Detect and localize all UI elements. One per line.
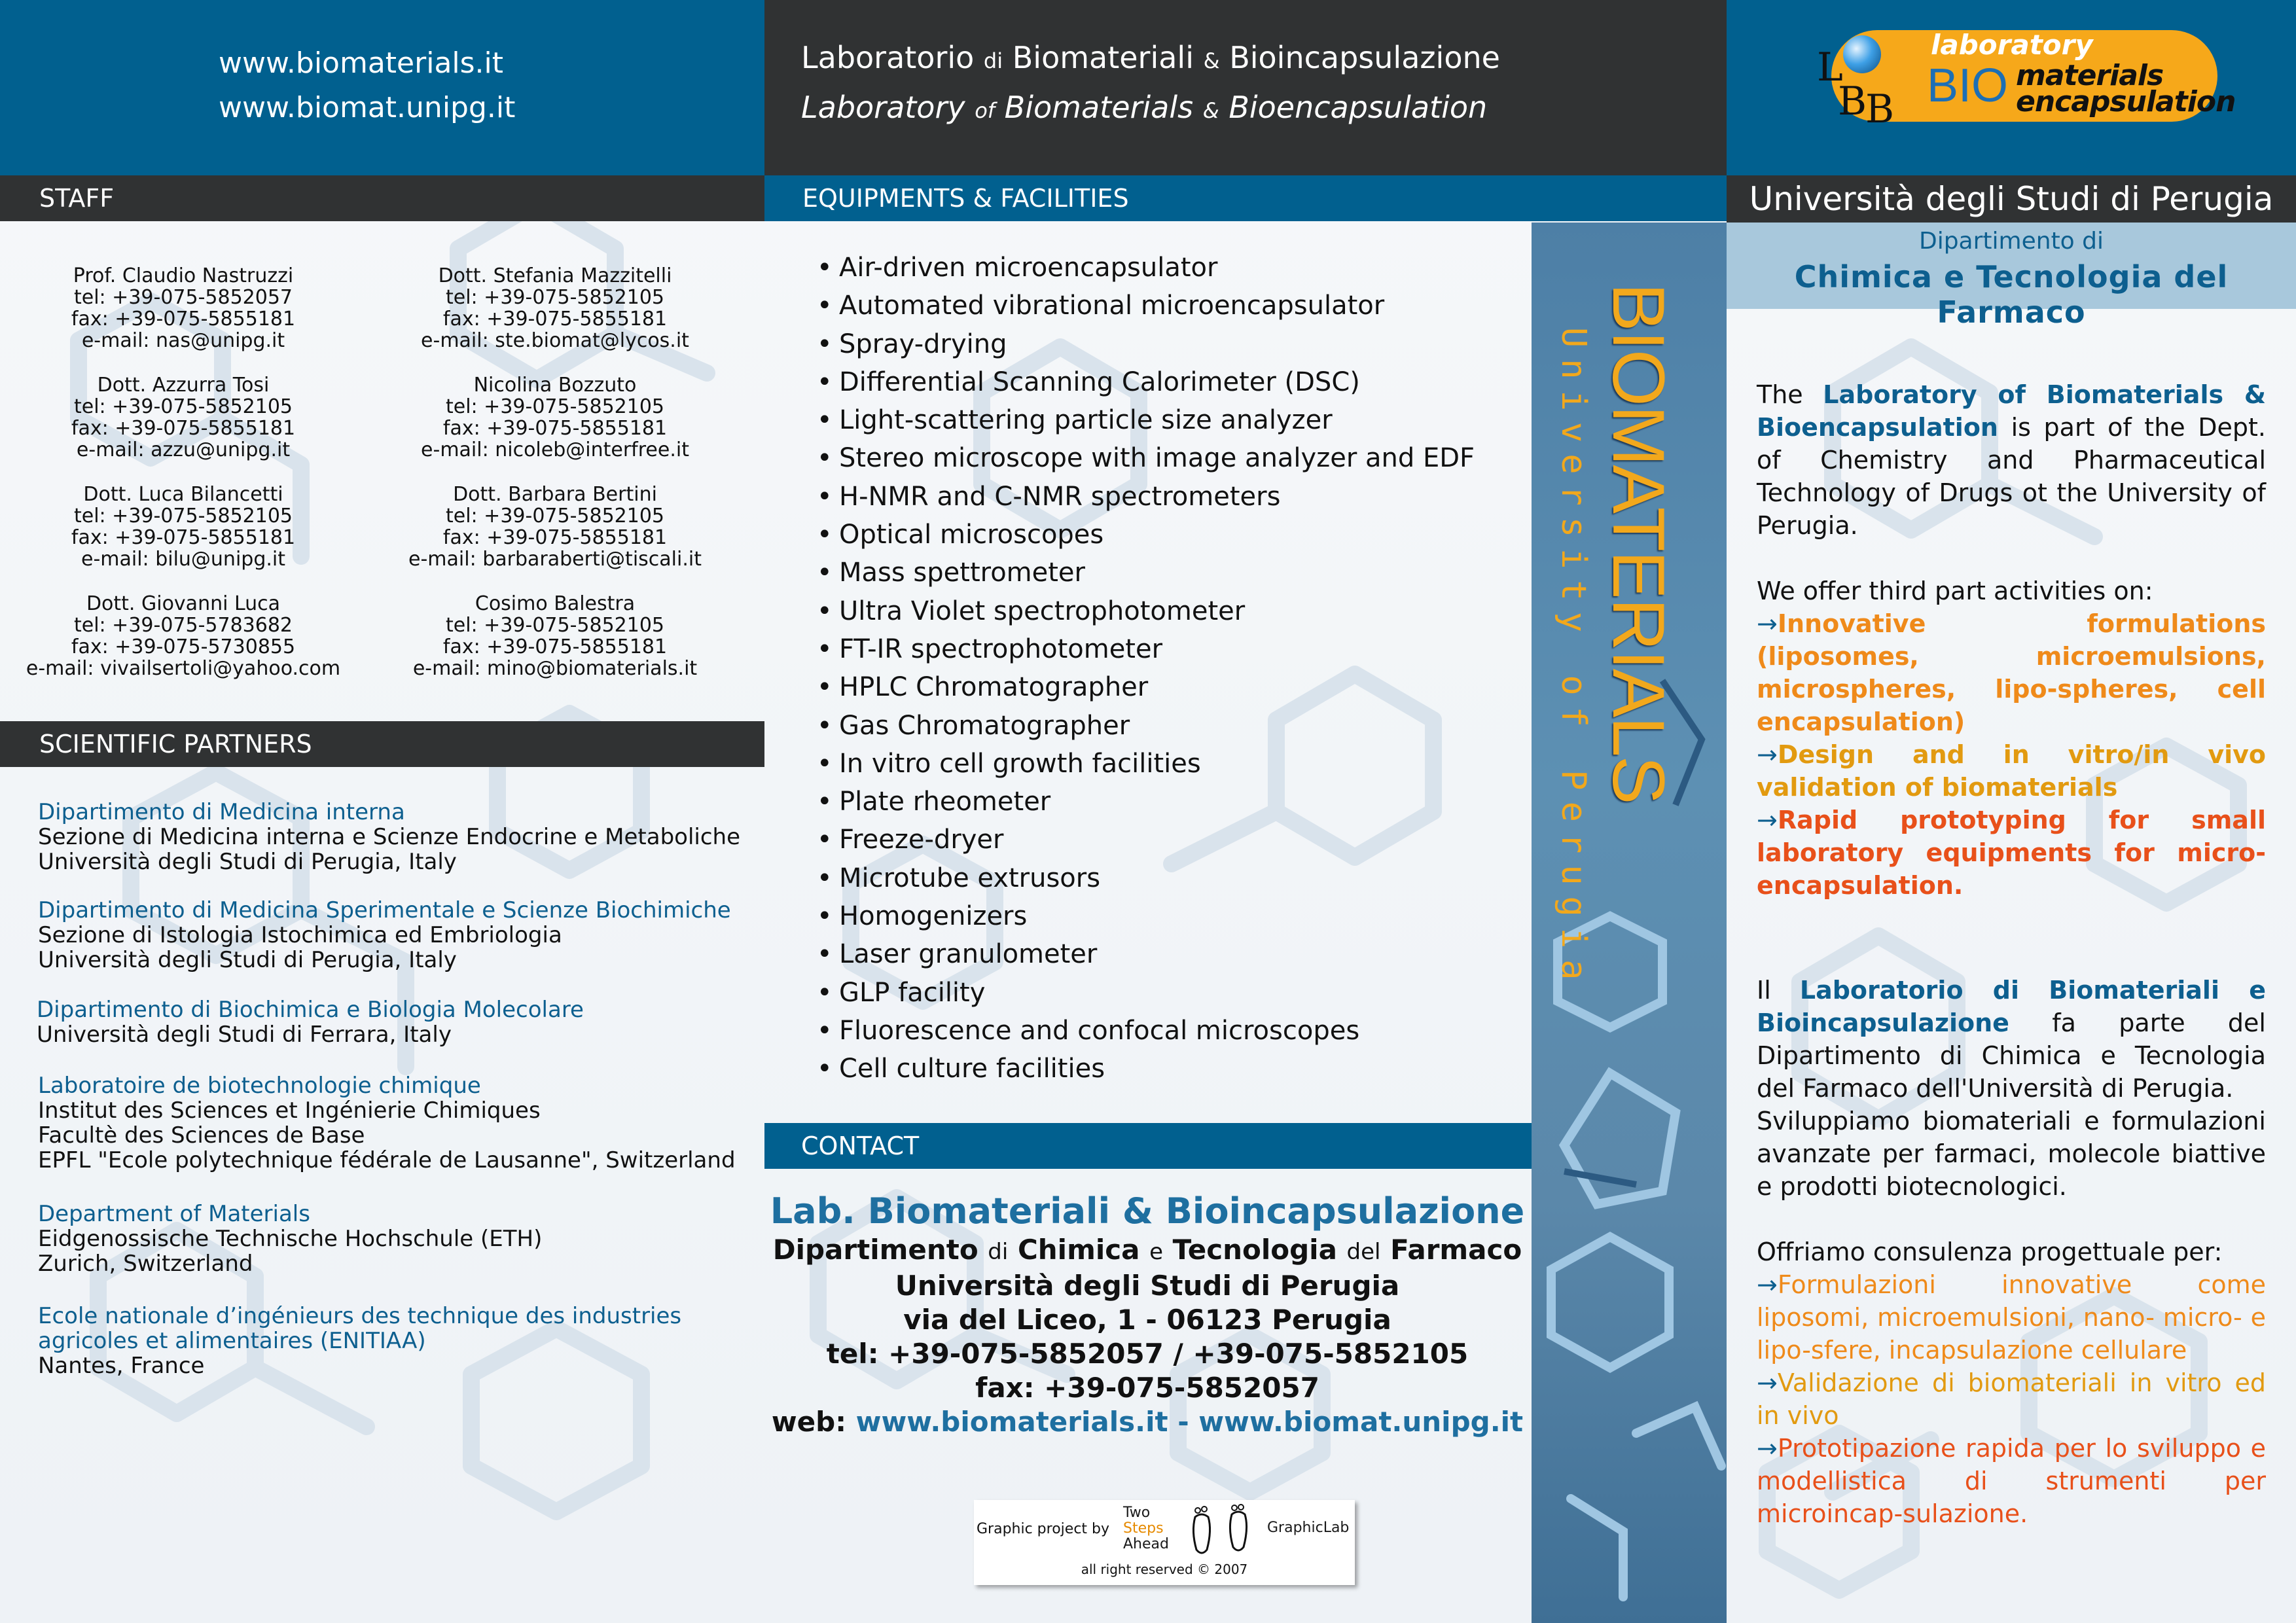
partner-line: Institut des Sciences et Ingénierie Chimiques	[38, 1097, 541, 1124]
title-english: Laboratory of Biomaterials & Bioencapsulation	[801, 90, 1488, 125]
equipment-list	[817, 249, 1530, 1088]
list-item: • Mass spettrometer	[817, 558, 1085, 588]
staff-tel: tel: +39-075-5783682	[73, 614, 293, 637]
staff-name: Dott. Luca Bilancetti	[83, 483, 283, 506]
university-bar: Università degli Studi di Perugia	[1727, 175, 2296, 223]
logo-letter-b1: B	[1838, 79, 1867, 124]
contact-lab-name: Lab. Biomateriali & Bioincapsulazione	[770, 1190, 1525, 1232]
italian-paragraph: Sviluppiamo biomateriali e formulazioni avanzate per farmaci, molecole biattive e prodotti biotecnologici.	[1757, 1107, 2266, 1201]
partner-line: Università degli Studi di Ferrara, Italy	[37, 1022, 452, 1048]
list-item: • Automated vibrational microencapsulator	[817, 291, 1385, 321]
list-item: • Stereo microscope with image analyzer and EDF	[817, 443, 1475, 474]
staff-name: Dott. Azzurra Tosi	[97, 374, 270, 397]
staff-tel: tel: +39-075-5852105	[445, 614, 665, 637]
right-column-text	[1757, 378, 2266, 1530]
list-item: • Light-scattering particle size analyzer	[817, 405, 1333, 436]
partner-entry	[37, 997, 757, 1047]
staff-tel: tel: +39-075-5852105	[445, 395, 665, 418]
logo-bio: BIO	[1927, 60, 2009, 112]
header-url-panel	[0, 0, 764, 175]
staff-email[interactable]: e-mail: bilu@unipg.it	[81, 548, 285, 571]
partner-line: EPFL "Ecole polytechnique fédérale de Lausanne", Switzerland	[38, 1147, 736, 1173]
list-item: • Fluorescence and confocal microscopes	[817, 1015, 1360, 1046]
partner-line: Zurich, Switzerland	[38, 1251, 253, 1277]
english-offer-item: →Rapid prototyping for small laboratory equipments for micro-encapsulation.	[1757, 806, 2266, 900]
staff-member	[0, 265, 367, 351]
partner-line: Facultè des Sciences de Base	[38, 1122, 365, 1149]
staff-name: Nicolina Bozzuto	[473, 374, 637, 397]
footprints-icon	[1182, 1504, 1267, 1560]
partner-entry	[38, 1202, 758, 1276]
list-item: • Spray-drying	[817, 329, 1007, 359]
section-header-partners: SCIENTIFIC PARTNERS	[0, 721, 764, 767]
staff-name: Dott. Giovanni Luca	[86, 592, 281, 615]
list-item: • Laser granulometer	[817, 939, 1098, 970]
contact-department: Dipartimento di Chimica e Tecnologia del Farmaco	[772, 1234, 1522, 1266]
italian-intro: Il Laboratorio di Biomateriali e Bioincapsulazione fa parte del Dipartimento di Chimica e Tecnologia del Farmaco dell'Università di Perugia.	[1757, 976, 2266, 1103]
list-item: • Optical microscopes	[817, 520, 1104, 550]
section-header-equipment: EQUIPMENTS & FACILITIES	[764, 175, 1727, 221]
partner-line: Nantes, France	[38, 1353, 205, 1379]
partner-entry	[38, 800, 758, 874]
contact-university: Università degli Studi di Perugia	[895, 1270, 1400, 1302]
band-biomaterials-title: BIOMATERIALS	[1598, 283, 1679, 804]
partner-line: Università degli Studi di Perugia, Italy	[38, 947, 457, 973]
department-name: Chimica e Tecnologia del Farmaco	[1794, 259, 2229, 330]
section-header-contact: CONTACT	[764, 1123, 1532, 1169]
staff-email[interactable]: e-mail: nicoleb@interfree.it	[421, 438, 689, 461]
partner-name: Dipartimento di Medicina interna	[38, 799, 405, 825]
list-item: • Gas Chromatographer	[817, 710, 1130, 741]
list-item: • Microtube extrusors	[817, 863, 1101, 893]
staff-name: Prof. Claudio Nastruzzi	[73, 264, 294, 287]
department-label: Dipartimento di	[1918, 228, 2104, 255]
contact-block	[764, 1190, 1530, 1439]
equipment-section	[817, 249, 1530, 1088]
partner-entry	[38, 1073, 758, 1173]
department-box	[1727, 223, 2296, 330]
staff-member	[372, 484, 738, 570]
logo-line1: materials	[2016, 59, 2164, 92]
list-item: • Ultra Violet spectrophotometer	[817, 596, 1246, 626]
graphic-credit-box	[974, 1500, 1355, 1585]
biomaterials-vertical-band	[1532, 223, 1727, 1623]
staff-name: Cosimo Balestra	[475, 592, 636, 615]
partner-line: Università degli Studi di Perugia, Italy	[38, 849, 457, 875]
list-item: • GLP facility	[817, 977, 986, 1008]
credit-two-steps-ahead: Two Steps Ahead	[1123, 1505, 1169, 1552]
english-offer-item: →Design and in vitro/in vivo validation of biomaterials	[1757, 740, 2266, 802]
contact-web: web: www.biomaterials.it - www.biomat.unipg.it	[771, 1406, 1524, 1438]
staff-fax: fax: +39-075-5855181	[71, 417, 296, 440]
list-item: • Homogenizers	[817, 901, 1028, 932]
staff-email[interactable]: e-mail: barbaraberti@tiscali.it	[408, 548, 702, 571]
italian-offer-label: Offriamo consulenza progettuale per:	[1757, 1238, 2223, 1266]
credit-project-label: Graphic project by	[977, 1521, 1110, 1537]
list-item: • HPLC Chromatographer	[817, 672, 1149, 703]
logo-letter-l: L	[1817, 45, 1843, 90]
staff-tel: tel: +39-075-5852105	[73, 505, 293, 527]
staff-member	[0, 484, 367, 570]
logo-line2: encapsulation	[2016, 85, 2236, 118]
contact-web-urls[interactable]: www.biomaterials.it - www.biomat.unipg.it	[855, 1406, 1524, 1438]
staff-member	[372, 265, 738, 351]
staff-member	[0, 593, 367, 679]
italian-offer-item: →Validazione di biomateriali in vitro ed in vivo	[1757, 1368, 2266, 1430]
staff-email[interactable]: e-mail: azzu@unipg.it	[76, 438, 291, 461]
partner-name: Department of Materials	[38, 1201, 310, 1227]
credit-rights: all right reserved © 2007	[1081, 1561, 1248, 1577]
logo-top-word: laboratory	[1931, 29, 2093, 61]
header-logo-panel	[1727, 0, 2296, 175]
staff-email[interactable]: e-mail: ste.biomat@lycos.it	[421, 329, 689, 352]
staff-tel: tel: +39-075-5852105	[73, 395, 293, 418]
list-item: • Air-driven microencapsulator	[817, 253, 1218, 283]
staff-email[interactable]: e-mail: mino@biomaterials.it	[412, 657, 698, 680]
logo-sphere-icon	[1843, 35, 1881, 73]
partner-entry	[38, 1304, 732, 1378]
staff-tel: tel: +39-075-5852057	[73, 286, 293, 309]
partner-name: Dipartimento di Medicina Sperimentale e Scienze Biochimiche	[38, 897, 731, 923]
staff-fax: fax: +39-075-5855181	[71, 526, 296, 549]
website-url-2[interactable]: www.biomat.unipg.it	[219, 91, 516, 124]
staff-fax: fax: +39-075-5730855	[71, 635, 296, 658]
logo-letter-b2: B	[1865, 86, 1895, 132]
list-item: • Differential Scanning Calorimeter (DSC)	[817, 366, 1360, 397]
list-item: • Plate rheometer	[817, 787, 1051, 817]
partner-name: Ecole nationale d’ingénieurs des technique des industries agricoles et alimentaires (ENITIAA)	[38, 1303, 682, 1354]
credit-studio: GraphicLab	[1267, 1520, 1350, 1536]
list-item: • H-NMR and C-NMR spectrometers	[817, 481, 1281, 512]
staff-fax: fax: +39-075-5855181	[71, 308, 296, 330]
contact-fax: fax: +39-075-5852057	[975, 1372, 1319, 1404]
section-header-staff: STAFF	[0, 175, 764, 221]
staff-name: Dott. Stefania Mazzitelli	[438, 264, 672, 287]
italian-offer-item: →Formulazioni innovative come liposomi, microemulsioni, nano- micro- e lipo-sfere, incapsulazione cellulare	[1757, 1270, 2266, 1364]
header-title-panel	[764, 0, 1727, 175]
list-item: • Freeze-dryer	[817, 825, 1004, 855]
staff-email[interactable]: e-mail: nas@unipg.it	[81, 329, 285, 352]
staff-fax: fax: +39-075-5855181	[442, 635, 668, 658]
staff-fax: fax: +39-075-5855181	[442, 308, 668, 330]
staff-name: Dott. Barbara Bertini	[453, 483, 657, 506]
contact-address: via del Liceo, 1 - 06123 Perugia	[903, 1304, 1391, 1336]
partner-entry	[38, 898, 758, 972]
partner-name: Dipartimento di Biochimica e Biologia Molecolare	[37, 997, 584, 1023]
staff-member	[372, 593, 738, 679]
english-intro: The Laboratory of Biomaterials & Bioencapsulation is part of the Dept. of Chemistry and Pharmaceutical Technology of Drugs ot the University of Perugia.	[1757, 380, 2266, 540]
partner-line: Sezione di Istologia Istochimica ed Embriologia	[38, 922, 562, 948]
partner-line: Sezione di Medicina interna e Scienze Endocrine e Metaboliche	[38, 824, 741, 850]
list-item: • FT-IR spectrophotometer	[817, 633, 1163, 664]
italian-offer-item: →Prototipazione rapida per lo sviluppo e modellistica di strumenti per microincap-sulazione.	[1757, 1434, 2266, 1528]
staff-tel: tel: +39-075-5852105	[445, 286, 665, 309]
staff-member	[372, 374, 738, 461]
title-italian: Laboratorio di Biomateriali & Bioincapsulazione	[801, 40, 1500, 75]
partner-name: Laboratoire de biotechnologie chimique	[38, 1073, 481, 1099]
english-offer-label: We offer third part activities on:	[1757, 577, 2153, 605]
english-offer-item: →Innovative formulations (liposomes, microemulsions, microspheres, lipo-spheres, cell encapsulation)	[1757, 609, 2266, 736]
band-university-subtitle: University of Perugia	[1554, 327, 1593, 991]
list-item: • In vitro cell growth facilities	[817, 748, 1201, 779]
staff-member	[0, 374, 367, 461]
lbb-logo	[1805, 25, 2236, 132]
contact-tel: tel: +39-075-5852057 / +39-075-5852105	[826, 1338, 1469, 1370]
staff-fax: fax: +39-075-5855181	[442, 526, 668, 549]
website-url-1[interactable]: www.biomaterials.it	[219, 46, 504, 80]
staff-fax: fax: +39-075-5855181	[442, 417, 668, 440]
staff-email[interactable]: e-mail: vivailsertoli@yahoo.com	[26, 657, 341, 680]
list-item: • Cell culture facilities	[817, 1054, 1105, 1084]
staff-tel: tel: +39-075-5852105	[445, 505, 665, 527]
partner-line: Eidgenossische Technische Hochschule (ETH)	[38, 1226, 543, 1252]
